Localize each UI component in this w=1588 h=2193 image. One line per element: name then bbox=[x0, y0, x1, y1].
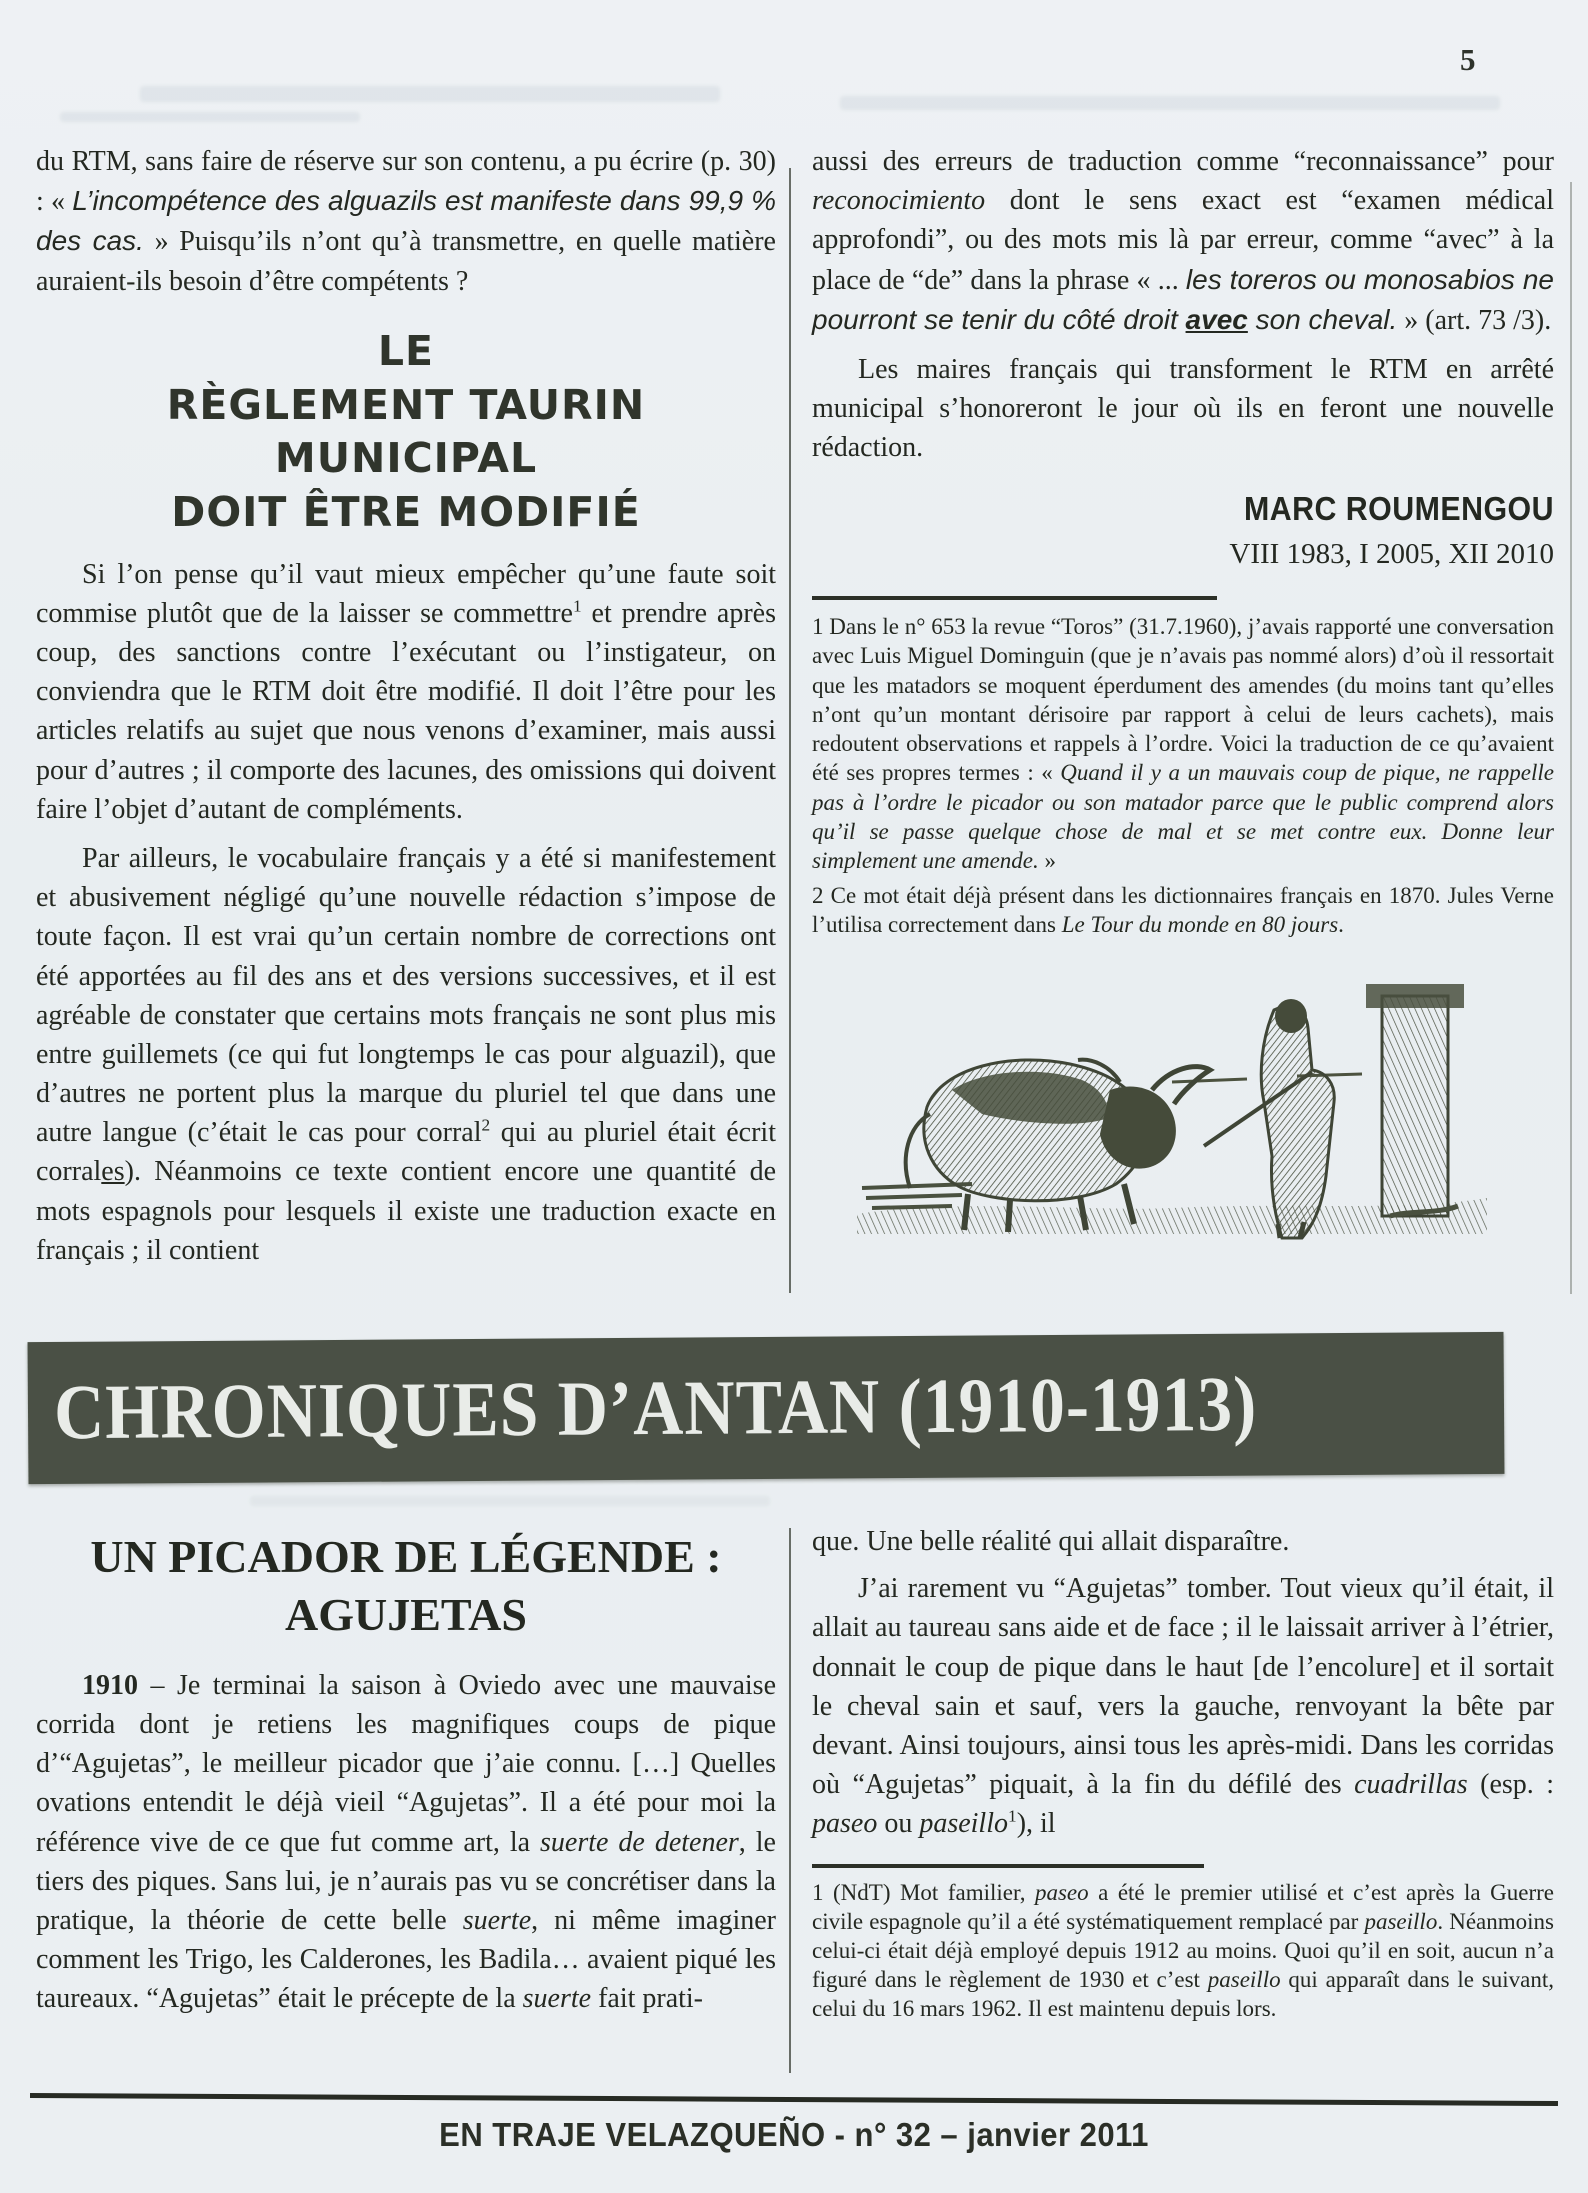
paragraph: aussi des erreurs de traduction comme “reconnaissance” pour reconocimiento dont le sens exact est “examen médical approfondi”, ou des mots mis là par erreur, comme “avec” à la place de “de” dans la phrase « ... les toreros ou monosabios ne pourront se tenir du côté droit avec son cheval. » (art. 73 /3). bbox=[812, 146, 1554, 336]
bleed-through-artifact bbox=[60, 112, 360, 122]
article2-heading-line2: AGUJETAS bbox=[285, 1588, 527, 1640]
section-banner-title: CHRONIQUES D’ANTAN (1910-1913) bbox=[53, 1361, 1258, 1456]
bleed-through-artifact bbox=[140, 86, 720, 102]
footnote: 1 Dans le n° 653 la revue “Toros” (31.7.1960), j’avais rapporté une conversation avec Luis Miguel Dominguin (que je n’avais pas nommé alors) d’où il ressortait que les matadors se moquent éperdument des amendes (du moins tant qu’elles n’ont qu’un montant dérisoire par rapport à celui de leurs cachets), mais redoutent observations et rappels à l’ordre. Voici la traduction de ce qu’avaient été ses propres termes : « Quand il y a un mauvais coup de pique, ne rappelle pas à l’ordre le picador ou son matador parce que le public comprend alors qu’il se passe quelque chose de mal et se met contre eux. Donne leur simplement une amende. » bbox=[812, 614, 1554, 873]
article2-heading-line1: UN PICADOR DE LÉGENDE : bbox=[90, 1531, 722, 1582]
footnote-separator bbox=[812, 1864, 1204, 1868]
paragraph: Si l’on pense qu’il vaut mieux empêcher qu’une faute soit commise plutôt que de la laisser se commettre$^1$ et prendre après coup, des sanctions contre l’exécutant ou l’instigateur, on conviendra que le RTM doit être modifié. Il doit l’être pour les articles relatifs au sujet que nous venons d’examiner, mais aussi pour d’autres ; il comporte des lacunes, des omissions qui doivent faire l’objet d’autant de compléments. bbox=[36, 558, 776, 825]
article1-heading-line1: LE bbox=[377, 326, 435, 375]
article2-right-column bbox=[812, 1522, 1554, 2024]
footnote: 2 Ce mot était déjà présent dans les dictionnaires français en 1870. Jules Verne l’utilisa correctement dans Le Tour du monde en 80 jours. bbox=[812, 883, 1554, 938]
paragraph: Les maires français qui transforment le RTM en arrêté municipal s’honoreront le jour où ils en feront une nouvelle rédaction. bbox=[812, 353, 1554, 464]
bleed-through-artifact bbox=[840, 96, 1500, 110]
footer-rule bbox=[30, 2093, 1558, 2106]
article1-right-column bbox=[812, 142, 1554, 1253]
footer-journal-line: EN TRAJE VELAZQUEÑO - n° 32 – janvier 2011 bbox=[439, 2116, 1149, 2153]
author-signature: MARC ROUMENGOU bbox=[1243, 489, 1554, 527]
article1-heading-line2: RÈGLEMENT TAURIN MUNICIPAL bbox=[166, 381, 646, 482]
paragraph: Par ailleurs, le vocabulaire français y a été si manifestement et abusivement négligé qu’une nouvelle rédaction s’impose de toute façon. Il est vrai qu’un certain nombre de corrections ont été apportées au fil des ans et des versions successives, et il est agréable de constater que certains mots français ne sont plus mis entre guillemets (ce qui fut longtemps le cas pour alguazil), que d’autres ne portent plus la marque du pluriel tel que dans une autre langue (c’était le cas pour corral$^2$ qui au pluriel était écrit corrales). Néanmoins ce texte contient encore une quantité de mots espagnols pour lesquels il existe une traduction exacte en français ; il contient bbox=[36, 842, 776, 1266]
article2-left-column bbox=[36, 1528, 776, 2019]
footnote: 1 (NdT) Mot familier, paseo a été le premier utilisé et c’est après la Guerre civile espagnole qu’il a été systématiquement remplacé par paseillo. Néanmoins celui-ci était déjà employé depuis 1912 au moins. Quoi qu’il en soit, aucun n’a figuré dans le règlement de 1930 et c’est paseillo qui apparaît dans le suivant, celui du 16 mars 1962. Il est maintenu depuis lors. bbox=[812, 1879, 1554, 2022]
section-banner bbox=[28, 1332, 1505, 1484]
article1-heading-line3: DOIT ÊTRE MODIFIÉ bbox=[171, 488, 641, 537]
scan-edge-line bbox=[1570, 182, 1572, 1294]
paragraph: que. Une belle réalité qui allait disparaître. bbox=[812, 1526, 1290, 1557]
paragraph: 1910 – Je terminai la saison à Oviedo avec une mauvaise corrida dont je retiens les magnifiques coups de pique d’“Agujetas”, le meilleur picador que j’aie connu. […] Quelles ovations entendit le déjà vieil “Agujetas”. Il a été pour moi la référence vive de ce que fut comme art, la suerte de detener, le tiers des piques. Sans lui, je n’aurais pas vu se concrétiser dans la pratique, la théorie de cette belle suerte, ni même imaginer comment les Trigo, les Calderones, les Badila… avaient piqué les taureaux. “Agujetas” était le précepte de la suerte fait prati- bbox=[36, 1669, 776, 2015]
column-separator bbox=[789, 168, 791, 1293]
paragraph: J’ai rarement vu “Agujetas” tomber. Tout vieux qu’il était, il allait au taureau sans aide et de face ; il le laissait arriver à l’étrier, donnait le coup de pique dans le haut [de l’encolure] et il sortait le cheval sain et sauf, vers la gauche, renvoyant la bête par devant. Ainsi toujours, ainsi tous les après-midi. Dans les corridas où “Agujetas” piquait, à la fin du défilé des cuadrillas (esp. : paseo ou paseillo$^1$), il bbox=[812, 1573, 1555, 1840]
footnote-separator bbox=[812, 596, 1217, 600]
page-number: 5 bbox=[1460, 42, 1476, 77]
signature-dates: VIII 1983, I 2005, XII 2010 bbox=[1229, 537, 1554, 570]
bleed-through-artifact bbox=[250, 1496, 770, 1506]
article1-left-column bbox=[36, 142, 776, 1270]
bull-picador-engraving bbox=[842, 962, 1502, 1242]
column-separator bbox=[789, 1528, 791, 2073]
paragraph: du RTM, sans faire de réserve sur son contenu, a pu écrire (p. 30) : « L’incompétence des alguazils est manifeste dans 99,9 % des cas. » Puisqu’ils n’ont qu’à transmettre, en quelle matière auraient-ils besoin d’être compétents ? bbox=[36, 146, 777, 297]
